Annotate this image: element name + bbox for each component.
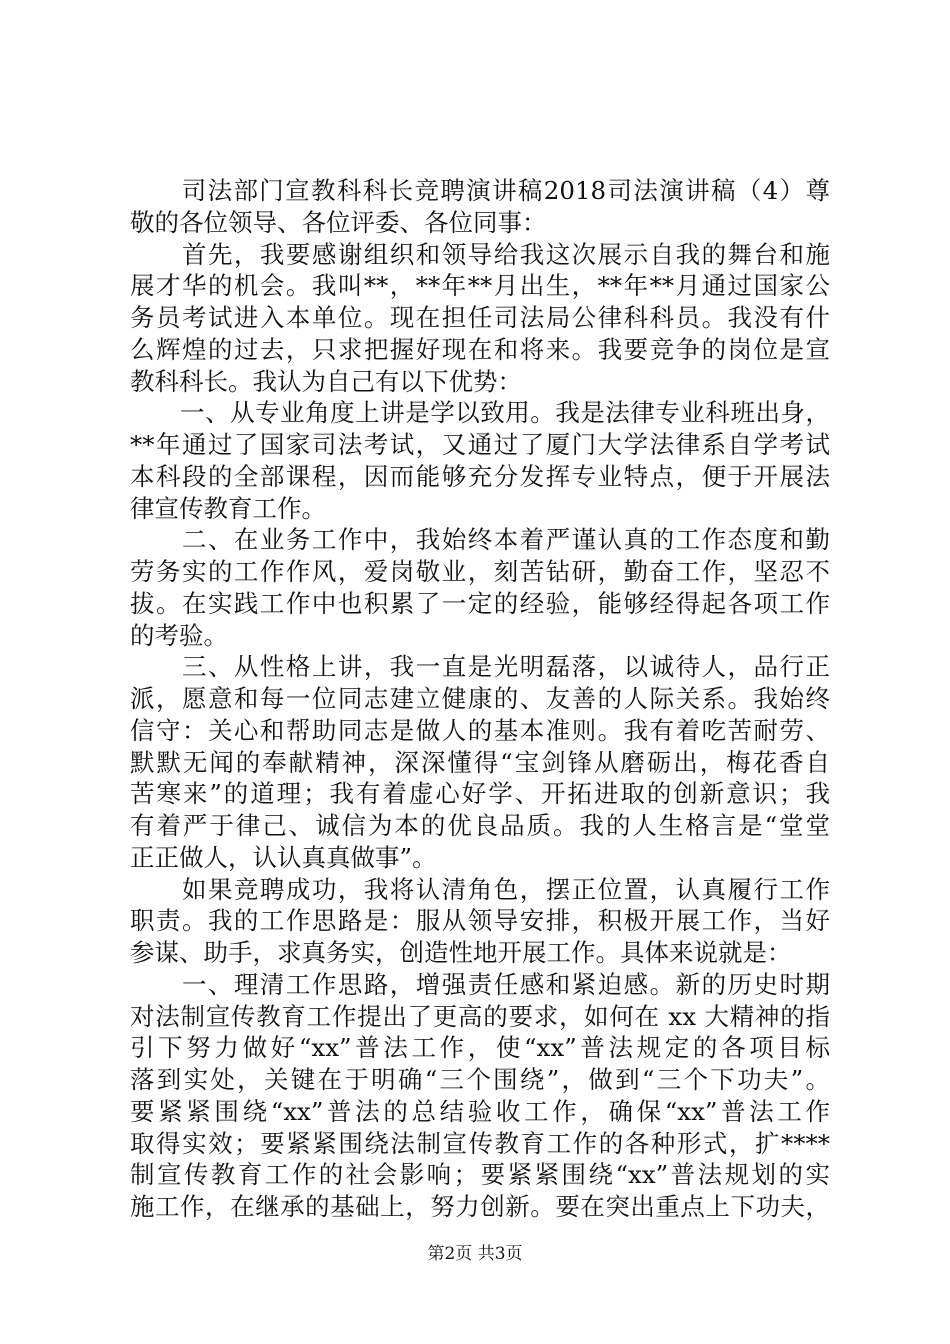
text-line: 取得实效；要紧紧围绕法制宣传教育工作的各种形式，扩**** — [130, 1128, 830, 1158]
text-line: 二、在业务工作中，我始终本着严谨认真的工作态度和勤 — [130, 525, 830, 555]
text-line: 司法部门宣教科科长竞聘演讲稿2018司法演讲稿（4）尊 — [130, 176, 830, 205]
text-line: 本科段的全部课程，因而能够充分发挥专业特点，便于开展法 — [130, 461, 830, 491]
text-line: 对法制宣传教育工作提出了更高的要求，如何在 xx 大精神的指 — [130, 1001, 830, 1031]
text-line: 拔。在实践工作中也积累了一定的经验，能够经得起各项工作 — [130, 588, 830, 618]
text-line: 首先，我要感谢组织和领导给我这次展示自我的舞台和施 — [130, 239, 830, 269]
text-line: 默默无闻的奉献精神，深深懂得“宝剑锋从磨砺出，梅花香自 — [130, 747, 830, 777]
text-line: 苦寒来”的道理；我有着虚心好学、开拓进取的创新意识；我 — [130, 779, 830, 809]
text-line: 要紧紧围绕“xx”普法的总结验收工作，确保“xx”普法工作 — [130, 1096, 830, 1126]
text-line: 正正做人，认认真真做事”。 — [130, 842, 437, 872]
text-line: 教科科长。我认为自己有以下优势： — [130, 366, 522, 396]
text-line: 一、从专业角度上讲是学以致用。我是法律专业科班出身， — [130, 398, 830, 428]
text-line: 如果竞聘成功，我将认清角色，摆正位置，认真履行工作 — [130, 874, 830, 904]
text-line: 派，愿意和每一位同志建立健康的、友善的人际关系。我始终 — [130, 684, 830, 713]
text-line: 一、理清工作思路，增强责任感和紧迫感。新的历史时期 — [130, 969, 830, 999]
text-line: **年通过了国家司法考试，又通过了厦门大学法律系自学考试 — [130, 430, 830, 459]
text-line: 的考验。 — [130, 620, 228, 650]
text-line: 有着严于律己、诚信为本的优良品质。我的人生格言是“堂堂 — [130, 811, 830, 840]
text-line: 么辉煌的过去，只求把握好现在和将来。我要竞争的岗位是宣 — [130, 334, 830, 364]
text-line: 劳务实的工作作风，爱岗敬业，刻苦钻研，勤奋工作，坚忍不 — [130, 557, 830, 586]
text-line: 三、从性格上讲，我一直是光明磊落，以诚待人，品行正 — [130, 652, 830, 682]
text-line: 参谋、助手，求真务实，创造性地开展工作。具体来说就是： — [130, 938, 792, 967]
text-line: 敬的各位领导、各位评委、各位同事： — [130, 207, 547, 237]
text-line: 务员考试进入本单位。现在担任司法局公律科科员。我没有什 — [130, 303, 830, 332]
text-line: 展才华的机会。我叫**，**年**月出生，**年**月通过国家公 — [130, 271, 830, 301]
text-line: 律宣传教育工作。 — [130, 493, 326, 523]
text-line: 落到实处，关键在于明确“三个围绕”，做到“三个下功夫”。 — [130, 1065, 830, 1094]
text-line: 制宣传教育工作的社会影响；要紧紧围绕“xx”普法规划的实 — [130, 1160, 830, 1190]
text-line: 施工作，在继承的基础上，努力创新。要在突出重点上下功夫， — [130, 1192, 830, 1221]
text-line: 引下努力做好“xx”普法工作，使“xx”普法规定的各项目标 — [130, 1033, 830, 1063]
document-body — [130, 175, 830, 1223]
text-line: 职责。我的工作思路是：服从领导安排，积极开展工作，当好 — [130, 906, 830, 936]
text-line: 信守：关心和帮助同志是做人的基本准则。我有着吃苦耐劳、 — [130, 715, 830, 745]
page-footer: 第2页 共3页 — [427, 1244, 523, 1264]
